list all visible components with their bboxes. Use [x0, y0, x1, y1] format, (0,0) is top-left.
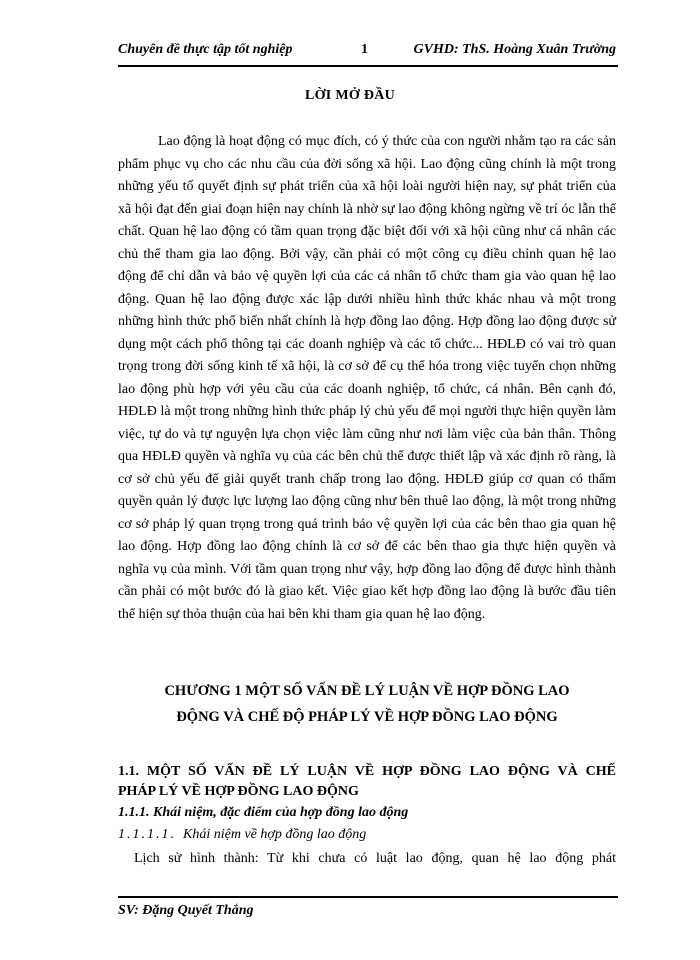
section-heading-line-2: PHÁP LÝ VỀ HỢP ĐỒNG LAO ĐỘNG — [118, 784, 359, 799]
subsection-heading: 1.1.1. Khái niệm, đặc điểm của hợp đồng lao động — [118, 805, 409, 820]
intro-paragraph: Lao động là hoạt động có mục đích, có ý thức của con người nhằm tạo ra các sản phẩm phục vụ cho các nhu cầu của đời sống xã hội. Lao động cũng chính là một trong những yếu tố quyết định sự phát triển của xã hội loài người hiện nay, sự phát triển của xã hội đạt đến giai đoạn hiện nay chính là nhờ sự lao động không ngừng về trí óc lẫn thể chất. Quan hệ lao động có tầm quan trọng đặc biệt đối với xã hội cũng như cá nhân các chủ thể tham gia lao động. Bởi vậy, cần phải có một công cụ điều chỉnh quan hệ lao động để chỉ dẫn và bảo vệ quyền lợi của các cá nhân tổ chức tham gia vào quan hệ lao động. Quan hệ lao động được xác lập dưới nhiều hình thức khác nhau và một trong những hình thức phổ biến nhất chính là hợp đồng lao động. Hợp đồng lao động được sử dụng một cách phổ thông tại các doanh nghiệp và các tổ chức... HĐLĐ có vai trò quan trọng trong đời sống kinh tế xã hội, là cơ sở để cụ thể hóa trong việc tuyển chọn những lao động phù hợp với yêu cầu của các doanh nghiệp, tổ chức, cá nhân. Bên cạnh đó, HĐLĐ là một trong những hình thức pháp lý chủ yếu để mọi người thực hiện quyền làm việc, tự do và tự nguyện lựa chọn việc làm cũng như nơi làm việc của bản thân. Thông qua HĐLĐ quyền và nghĩa vụ của các bên chủ thể được thiết lập và xác định rõ ràng, là cơ sở chủ yếu để giải quyết tranh chấp trong lao động. HĐLĐ giúp cơ quan có thẩm quyền quản lý được lực lượng lao động cũng như bên thuê lao động, là một trong những cơ sở pháp lý quan trọng trong quá trình bảo vệ quyền lợi của các bên thao gia quan hệ lao động. Hợp đồng lao động chính là cơ sở để các bên thao gia thực hiện quyền và nghĩa vụ của mình. Với tầm quan trọng như vậy, hợp đồng lao động để được hình thành cần phải có một bước đó là giao kết. Việc giao kết hợp đồng lao động là bước đầu tiên thể hiện sự thỏa thuận của hai bên khi tham gia quan hệ lao động. — [118, 134, 616, 622]
chapter-heading-line-2: ĐỘNG VÀ CHẾ ĐỘ PHÁP LÝ VỀ HỢP ĐỒNG LAO ĐỘNG — [176, 709, 558, 725]
section-heading — [118, 762, 616, 802]
page-header — [118, 40, 616, 62]
section-heading-line-1: 1.1. MỘT SỐ VẤN ĐỀ LÝ LUẬN VỀ HỢP ĐỒNG LAO ĐỘNG VÀ CHẾ — [118, 764, 616, 779]
subsubsection-heading — [118, 827, 366, 843]
chapter-heading — [118, 678, 616, 730]
page-number: 1 — [361, 42, 368, 57]
header-supervisor: GVHD: ThS. Hoàng Xuân Trường — [413, 42, 616, 57]
footer-student: SV: Đặng Quyết Thắng — [118, 903, 254, 918]
subsubsection-number: 1.1.1.1. — [118, 827, 176, 842]
page-title: LỜI MỞ ĐẦU — [304, 88, 396, 103]
subsubsection-title: Khái niệm về hợp đồng lao động — [183, 827, 367, 842]
body-paragraph: Lịch sử hình thành: Từ khi chưa có luật lao động, quan hệ lao động phát — [134, 851, 616, 866]
footer-divider — [118, 896, 618, 898]
chapter-heading-line-1: CHƯƠNG 1 MỘT SỐ VẤN ĐỀ LÝ LUẬN VỀ HỢP ĐỒNG LAO — [164, 683, 570, 699]
header-divider — [118, 65, 618, 67]
header-document-type: Chuyên đề thực tập tốt nghiệp — [118, 42, 293, 57]
